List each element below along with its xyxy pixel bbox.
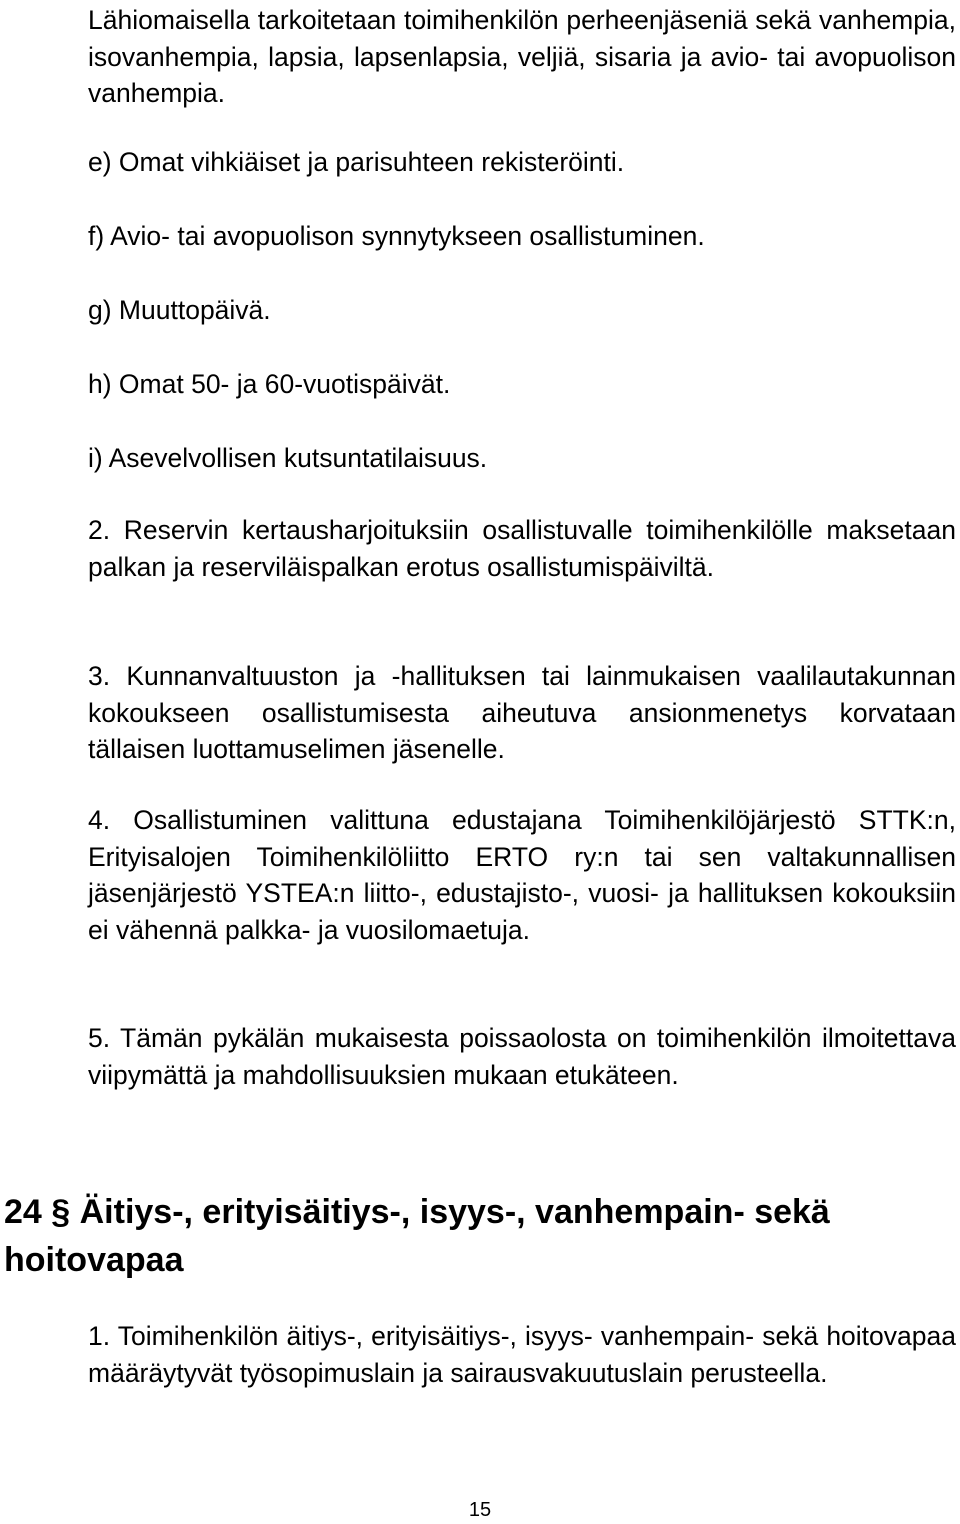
list-item-f: f) Avio- tai avopuolison synnytykseen osallistuminen. [88, 221, 705, 251]
list-item-e: e) Omat vihkiäiset ja parisuhteen rekisteröinti. [88, 147, 625, 177]
page-number: 15 [468, 1499, 492, 1521]
paragraph-4: 4. Osallistuminen valittuna edustajana Toimihenkilöjärjestö STTK:n, Erityisalojen Toimihenkilöliitto ERTO ry:n tai sen valtakunnallisen jäsenjärjestö YSTEA:n liitto-, edustajisto-, vuosi- ja hallituksen kokouksiin ei vähennä palkka- ja vuosilomaetuja. [88, 805, 956, 945]
list-item-i: i) Asevelvollisen kutsuntatilaisuus. [88, 443, 488, 473]
paragraph-5: 5. Tämän pykälän mukaisesta poissaolosta on toimihenkilön ilmoitettava viipymättä ja mahdollisuuksien mukaan etukäteen. [88, 1023, 956, 1090]
list-item-h: h) Omat 50- ja 60-vuotispäivät. [88, 369, 451, 399]
section-heading: 24 § Äitiys-, erityisäitiys-, isyys-, vanhempain- sekä hoitovapaa [4, 1193, 830, 1279]
paragraph-2: 2. Reservin kertausharjoituksiin osallistuvalle toimihenkilölle maksetaan palkan ja reserviläispalkan erotus osallistumispäiviltä. [88, 515, 956, 582]
paragraph-3: 3. Kunnanvaltuuston ja -hallituksen tai lainmukaisen vaalilautakunnan kokoukseen osallistumisesta aiheutuva ansionmenetys korvataan tällaisen luottamuselimen jäsenelle. [88, 661, 956, 764]
section-paragraph-1: 1. Toimihenkilön äitiys-, erityisäitiys-, isyys- vanhempain- sekä hoitovapaa määräytyvät työsopimuslain ja sairausvakuutuslain perusteella. [88, 1321, 956, 1388]
list-item-g: g) Muuttopäivä. [88, 295, 271, 325]
intro-paragraph: Lähiomaisella tarkoitetaan toimihenkilön perheenjäseniä sekä vanhempia, isovanhempia, lapsia, lapsenlapsia, veljiä, sisaria ja avio- tai avopuolison vanhempia. [88, 5, 956, 108]
